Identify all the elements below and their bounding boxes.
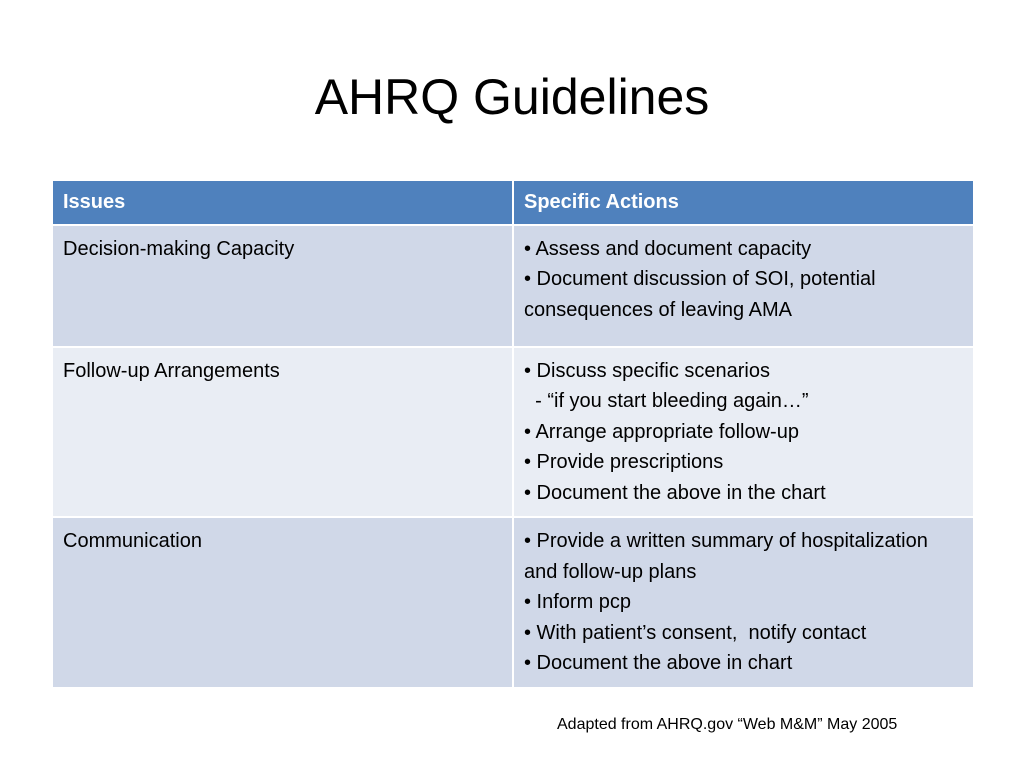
header-specific-actions: Specific Actions [513, 180, 974, 225]
action-item: • Discuss specific scenarios [524, 359, 770, 382]
actions-cell [513, 347, 974, 518]
header-issues: Issues [52, 180, 513, 225]
action-item: • Arrange appropriate follow-up [524, 420, 799, 443]
action-item: • With patient’s consent, notify contact [524, 621, 867, 644]
issue-cell: Decision-making Capacity [52, 225, 513, 347]
action-item: • Document the above in chart [524, 652, 793, 674]
issue-cell: Follow-up Arrangements [52, 347, 513, 518]
action-item: • Provide prescriptions [524, 451, 724, 473]
table-header-row [52, 180, 974, 225]
action-item: • Assess and document capacity [524, 237, 812, 260]
actions-cell [513, 225, 974, 347]
table-row [52, 347, 974, 518]
action-sub-item: - “if you start bleeding again…” [524, 390, 809, 412]
action-item: • Provide a written summary of hospitalization and follow-up plans [524, 530, 934, 583]
slide-title: AHRQ Guidelines [314, 69, 710, 125]
guidelines-table [51, 179, 975, 689]
table-row [52, 517, 974, 688]
source-footnote: Adapted from AHRQ.gov “Web M&M” May 2005 [557, 716, 898, 733]
table-row [52, 225, 974, 347]
action-item: • Document discussion of SOI, potential consequences of leaving AMA [524, 268, 882, 321]
actions-cell [513, 517, 974, 688]
action-item: • Inform pcp [524, 591, 632, 613]
issue-cell: Communication [52, 517, 513, 688]
action-item: • Document the above in the chart [524, 481, 826, 504]
